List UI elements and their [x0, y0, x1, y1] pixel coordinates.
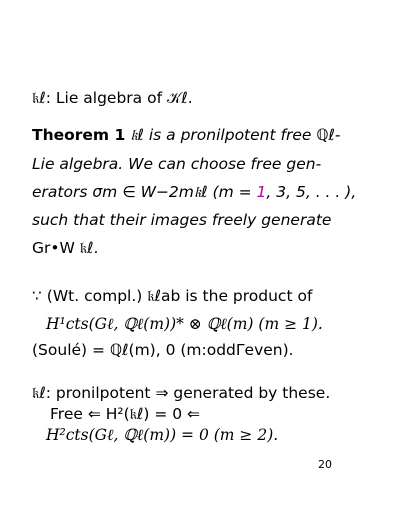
proof-line-3: (Soulé) = ℚℓ(m), 0 (m:oddΓeven).	[32, 341, 294, 359]
proof-line-5: Free ⇐ H²(𝔨ℓ) = 0 ⇐	[50, 405, 201, 423]
proof-line-1: ∵ (Wt. compl.) 𝔨ℓab is the product of	[32, 287, 313, 305]
theorem-line-4: such that their images freely generate	[32, 211, 332, 229]
theorem-line-5: Gr•W 𝔨ℓ.	[32, 239, 99, 257]
proof-line-6: H²cts(Gℓ, ℚℓ(m)) = 0 (m ≥ 2).	[46, 426, 279, 444]
theorem-line-1	[32, 125, 341, 145]
theorem-label: Theorem 1	[32, 126, 126, 144]
theorem-line-3	[32, 182, 356, 202]
highlighted-index: 1	[256, 183, 267, 201]
theorem-text-3a: erators σm ∈ W−2m𝔨ℓ (m =	[32, 183, 257, 201]
theorem-line-2: Lie algebra. We can choose free gen-	[32, 155, 322, 173]
theorem-text-3b: , 3, 5, . . . ),	[266, 183, 357, 201]
page-number: 20	[318, 458, 332, 471]
definition-line: 𝔨ℓ: Lie algebra of 𝒦ℓ.	[32, 89, 193, 107]
theorem-text-1: 𝔨ℓ is a pronilpotent free ℚℓ-	[130, 126, 341, 144]
proof-line-4: 𝔨ℓ: pronilpotent ⇒ generated by these.	[32, 384, 331, 402]
proof-line-2: H¹cts(Gℓ, ℚℓ(m))* ⊗ ℚℓ(m) (m ≥ 1).	[46, 315, 323, 333]
